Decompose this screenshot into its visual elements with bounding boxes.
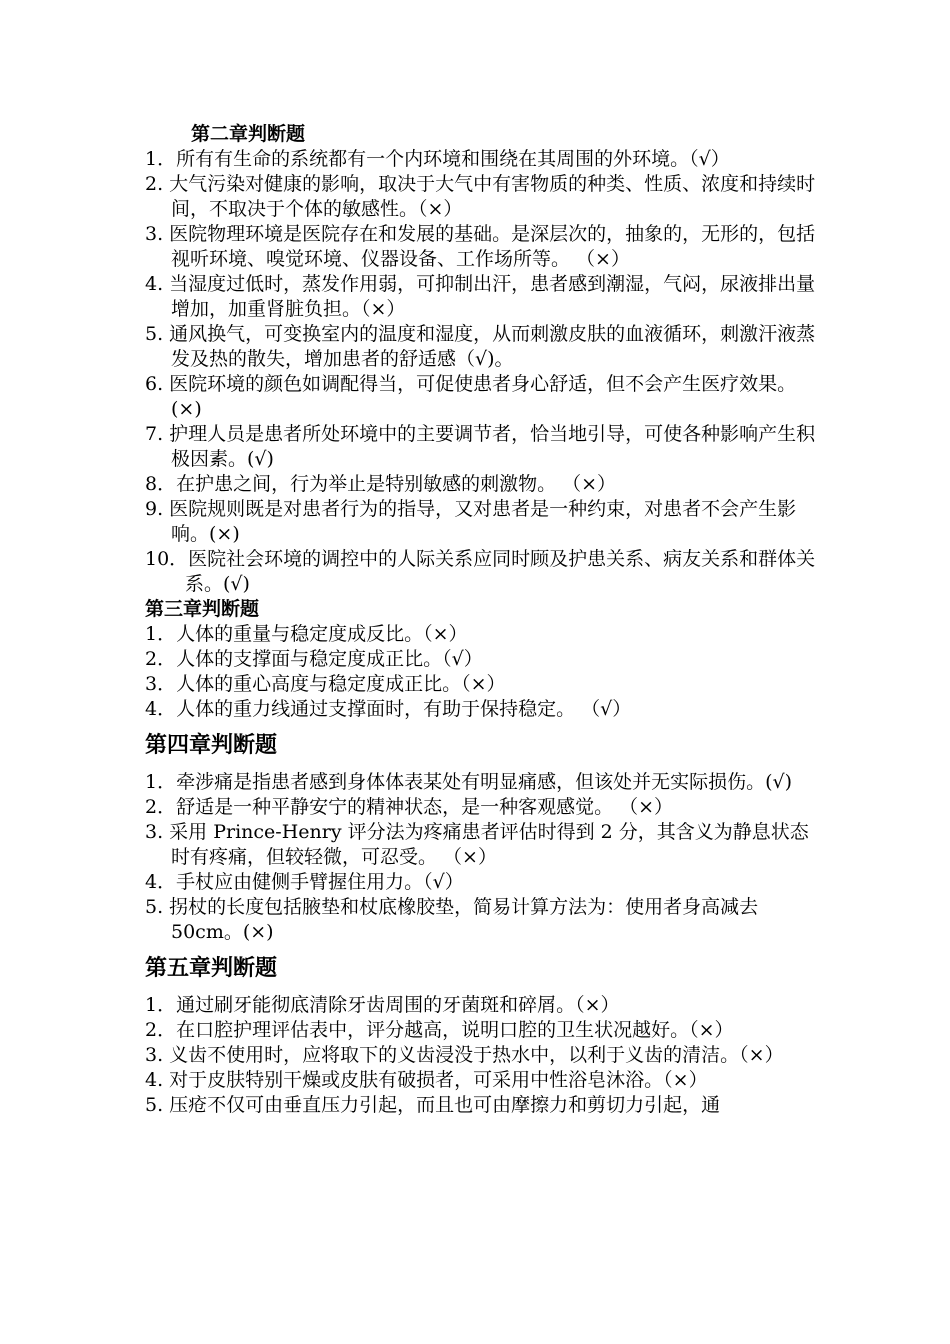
question-item: 2. 大气污染对健康的影响，取决于大气中有害物质的种类、性质、浓度和持续时间，不取决于个体的敏感性。（×） — [145, 173, 816, 220]
chapter-2-section — [145, 122, 817, 597]
question-item: 5. 压疮不仅可由垂直压力引起，而且也可由摩擦力和剪切力引起，通 — [145, 1094, 721, 1116]
question-item: 10．医院社会环境的调控中的人际关系应同时顾及护患关系、病友关系和群体关系。(√) — [145, 548, 816, 595]
question-item: 4．人体的重力线通过支撑面时，有助于保持稳定。 （√） — [145, 698, 632, 720]
question-item: 3. 医院物理环境是医院存在和发展的基础。是深层次的，抽象的，无形的，包括视听环境、嗅觉环境、仪器设备、工作场所等。 （×） — [145, 223, 816, 270]
chapter-5-section — [145, 955, 817, 1118]
question-item: 1．人体的重量与稳定度成反比。（×） — [145, 623, 468, 645]
question-item: 1．通过刷牙能彻底清除牙齿周围的牙菌斑和碎屑。（×） — [145, 994, 620, 1016]
question-item: 5. 通风换气，可变换室内的温度和湿度，从而刺激皮肤的血液循环，刺激汗液蒸发及热的散失，增加患者的舒适感（√)。 — [145, 323, 816, 370]
question-item: 3. 采用 Prince-Henry 评分法为疼痛患者评估时得到 2 分，其含义为静息状态时有疼痛，但较轻微，可忍受。 （×） — [145, 821, 809, 868]
question-item: 2．在口腔护理评估表中，评分越高，说明口腔的卫生状况越好。（×） — [145, 1019, 734, 1041]
question-item: 4. 当湿度过低时，蒸发作用弱，可抑制出汗，患者感到潮湿，气闷，尿液排出量增加，加重肾脏负担。（×） — [145, 273, 816, 320]
question-item: 2．人体的支撑面与稳定度成正比。（√） — [145, 648, 483, 670]
question-item: 3．人体的重心高度与稳定度成正比。（×） — [145, 673, 506, 695]
chapter-4-section — [145, 732, 817, 945]
document-body — [145, 122, 817, 1118]
chapter-2-heading: 第二章判断题 — [191, 123, 306, 145]
chapter-3-heading: 第三章判断题 — [145, 598, 260, 620]
question-item: 7. 护理人员是患者所处环境中的主要调节者，恰当地引导，可使各种影响产生积极因素。(√) — [145, 423, 816, 470]
question-item: 1．所有有生命的系统都有一个内环境和围绕在其周围的外环境。（√） — [145, 148, 730, 170]
question-item: 4．手杖应由健侧手臂握住用力。（√） — [145, 871, 464, 893]
question-item: 5. 拐杖的长度包括腋垫和杖底橡胶垫，简易计算方法为：使用者身高减去 50cm。(×) — [145, 896, 759, 943]
chapter-3-section — [145, 597, 817, 722]
question-item: 8．在护患之间，行为举止是特别敏感的刺激物。 （×） — [145, 473, 617, 495]
question-item: 4. 对于皮肤特别干燥或皮肤有破损者，可采用中性浴皂沐浴。（×） — [145, 1069, 708, 1091]
question-item: 6. 医院环境的颜色如调配得当，可促使患者身心舒适，但不会产生医疗效果。(×) — [145, 373, 797, 420]
question-item: 1．牵涉痛是指患者感到身体体表某处有明显痛感，但该处并无实际损伤。(√) — [145, 771, 793, 793]
question-item: 2．舒适是一种平静安宁的精神状态，是一种客观感觉。 （×） — [145, 796, 674, 818]
chapter-5-heading: 第五章判断题 — [145, 956, 278, 981]
question-item: 9. 医院规则既是对患者行为的指导，又对患者是一种约束，对患者不会产生影响。(×) — [145, 498, 797, 545]
question-item: 3. 义齿不使用时，应将取下的义齿浸没于热水中，以利于义齿的清洁。（×） — [145, 1044, 784, 1066]
chapter-4-heading: 第四章判断题 — [145, 733, 278, 758]
